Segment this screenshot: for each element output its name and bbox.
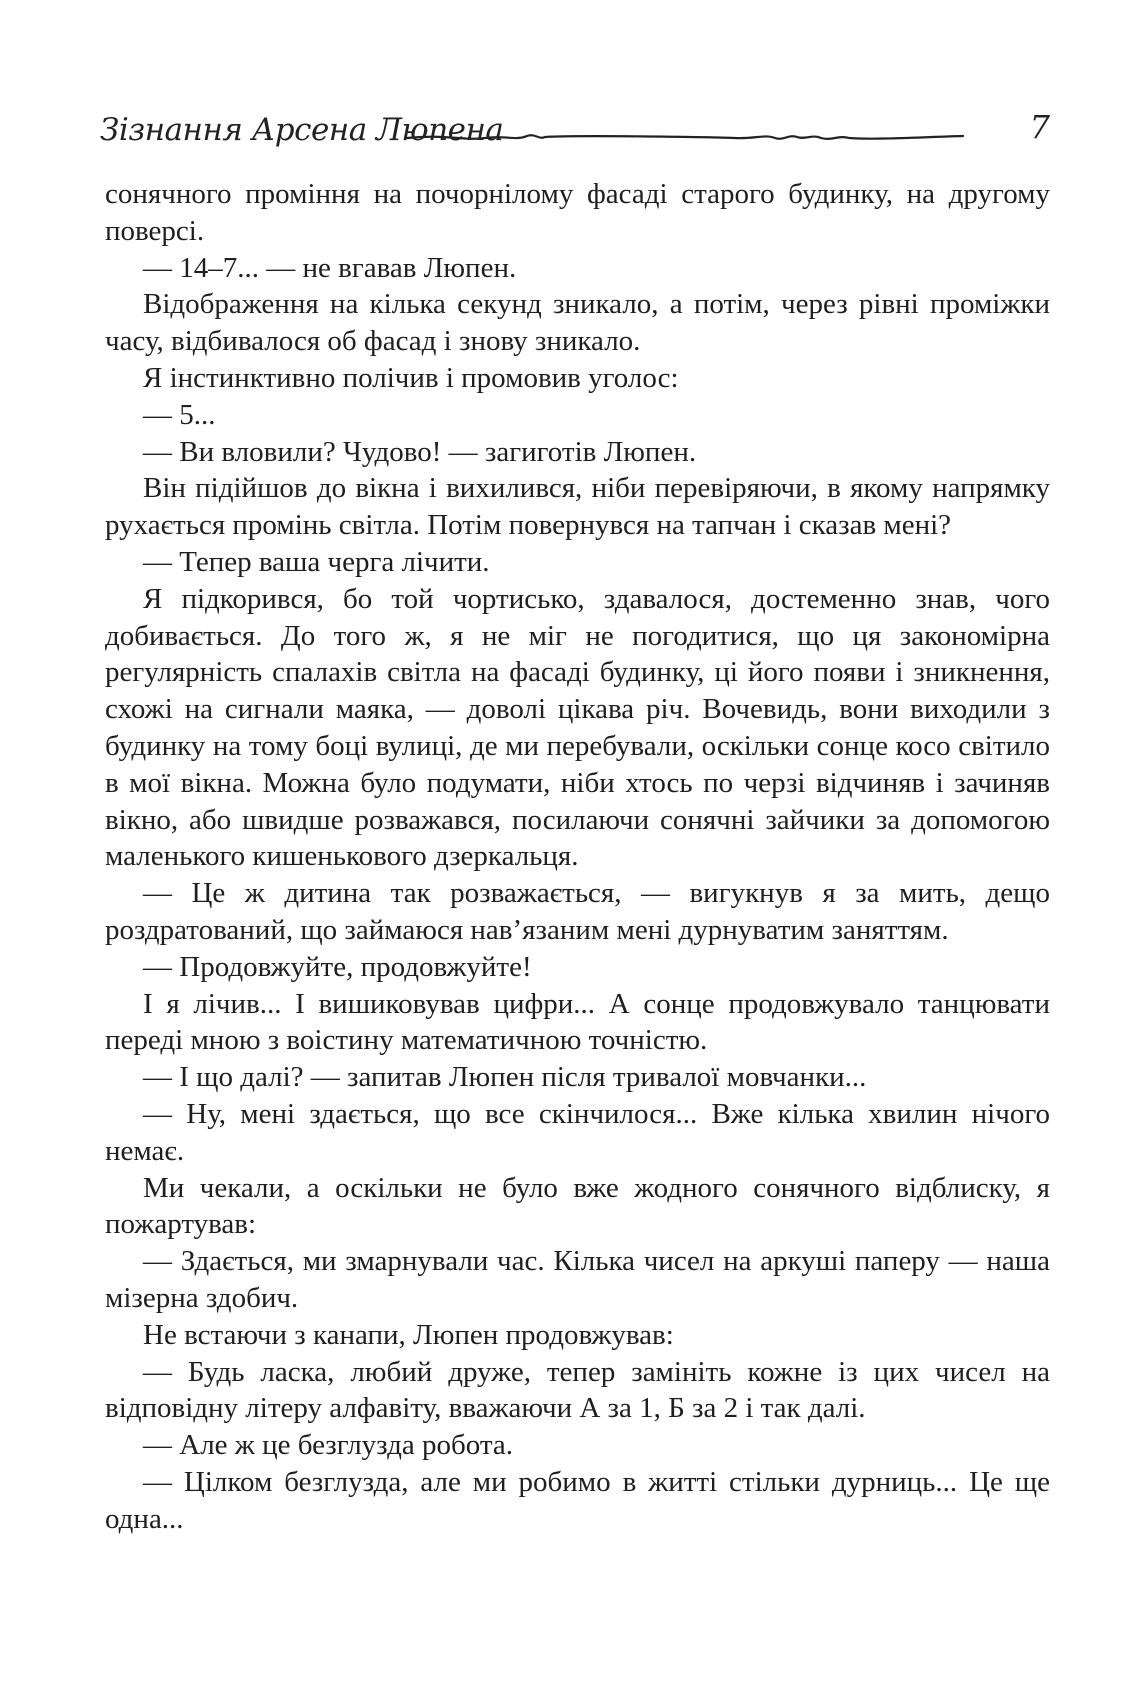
paragraph: — 5...: [143, 398, 216, 431]
paragraph: Я підкорився, бо той чортисько, здавалося, достеменно знав, чого добивається. До того ж, я не міг не погодитися, що ця закономірна регулярність спалахів світла на фасаді будинку, ці його появи і зникнення, схожі на сигнали маяка, — доволі цікава річ. Вочевидь, вони виходили з будинку на тому боці вулиці, де ми перебували, оскільки сонце косо світило в мої вікна. Можна було подумати, ніби хтось по черзі відчиняв і зачиняв вікно, або швидше розважався, посилаючи сонячні зайчики за допомогою маленького кишенькового дзеркальця.: [105, 582, 1050, 873]
paragraph: — Але ж це безглузда робота.: [143, 1429, 513, 1462]
paragraph: — І що далі? — запитав Люпен після тривалої мовчанки...: [143, 1061, 867, 1094]
paragraph: — Цілком безглузда, але ми робимо в житті стільки дурниць... Це ще одна...: [105, 1465, 1050, 1535]
paragraph: — Ви вловили? Чудово! — загиготів Люпен.: [143, 435, 697, 468]
paragraph: Відображення на кілька секунд зникало, а потім, через рівні проміжки часу, відбивалося об фасад і знову зникало.: [105, 288, 1050, 358]
paragraph: сонячного проміння на почорнілому фасаді старого будинку, на другому поверсі.: [105, 178, 1050, 247]
paragraph: Він підійшов до вікна і вихилився, ніби перевіряючи, в якому напрямку рухається промінь світла. Потім повернувся на тапчан і сказав мені?: [105, 472, 1050, 542]
book-title: Зізнання Арсена Люпена: [100, 112, 504, 148]
running-header: [100, 108, 1050, 158]
body-text: [105, 176, 1050, 1537]
ornament-line-icon: [405, 128, 965, 148]
page-number: 7: [1029, 108, 1050, 146]
paragraph: — Продовжуйте, продовжуйте!: [143, 950, 532, 983]
paragraph: Я інстинктивно полічив і промовив уголос:: [143, 361, 679, 394]
paragraph: Ми чекали, а оскільки не було вже жодного сонячного відблиску, я пожартував:: [105, 1171, 1050, 1241]
paragraph: — Тепер ваша черга лічити.: [143, 545, 490, 578]
paragraph: — Це ж дитина так розважається, — вигукнув я за мить, дещо роздратований, що займаюся нав’язаним мені дурнуватим заняттям.: [105, 877, 1050, 946]
paragraph: Не встаючи з канапи, Люпен продовжував:: [143, 1318, 674, 1351]
paragraph: — Будь ласка, любий друже, тепер замініть кожне із цих чисел на відповідну літеру алфавіту, вважаючи А за 1, Б за 2 і так далі.: [105, 1355, 1050, 1425]
paragraph: — 14–7... — не вгавав Люпен.: [143, 251, 517, 284]
paragraph: І я лічив... І вишиковував цифри... А сонце продовжувало танцювати переді мною з воістину математичною точністю.: [105, 987, 1050, 1057]
paragraph: — Здається, ми змарнували час. Кілька чисел на аркуші паперу — наша мізерна здобич.: [105, 1245, 1050, 1314]
paragraph: — Ну, мені здається, що все скінчилося... Вже кілька хвилин нічого немає.: [105, 1097, 1050, 1167]
